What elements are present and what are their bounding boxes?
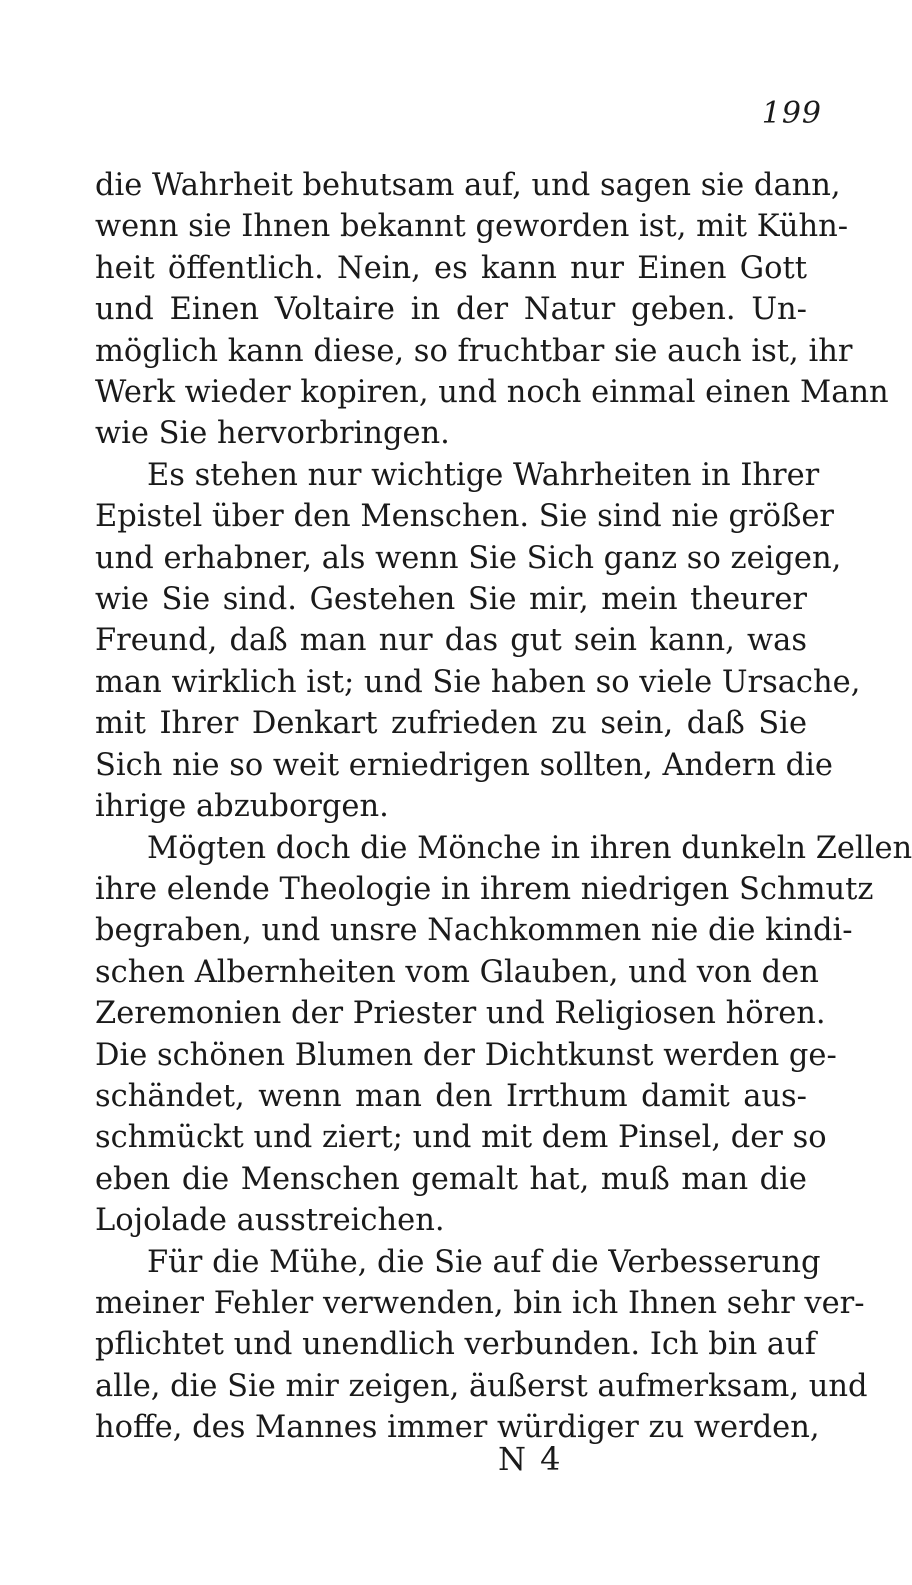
paragraph-1 xyxy=(95,165,889,455)
text-line: alle, die Sie mir zeigen, äußerst aufmerksam, und xyxy=(95,1368,868,1404)
paragraph-3 xyxy=(95,828,912,1242)
paragraph-2 xyxy=(95,455,861,828)
text-line: eben die Menschen gemalt hat, muß man die xyxy=(95,1161,807,1197)
text-line: ihre elende Theologie in ihrem niedrigen Schmutz xyxy=(95,871,874,907)
text-line: meiner Fehler verwenden, bin ich Ihnen sehr ver- xyxy=(95,1285,865,1321)
text-line: Zeremonien der Priester und Religiosen hören. xyxy=(95,996,826,1032)
text-line: Freund, daß man nur das gut sein kann, was xyxy=(95,623,807,659)
text-line: möglich kann diese, so fruchtbar sie auch ist, ihr xyxy=(95,333,853,369)
text-line: man wirklich ist; und Sie haben so viele Ursache, xyxy=(95,664,861,700)
text-line: heit öffentlich. Nein, es kann nur Einen Gott xyxy=(95,250,807,286)
text-line: pflichtet und unendlich verbunden. Ich bin auf xyxy=(95,1327,817,1363)
text-line: ihrige abzuborgen. xyxy=(95,789,389,825)
text-line: Für die Mühe, die Sie auf die Verbesserung xyxy=(147,1244,821,1280)
text-line: Sich nie so weit erniedrigen sollten, Andern die xyxy=(95,747,833,783)
text-line: Werk wieder kopiren, und noch einmal einen Mann xyxy=(95,375,889,411)
text-line: begraben, und unsre Nachkommen nie die kindi- xyxy=(95,913,853,949)
text-line: Mögten doch die Mönche in ihren dunkeln Zellen xyxy=(147,830,912,866)
text-line: Lojolade ausstreichen. xyxy=(95,1203,445,1239)
text-line: Es stehen nur wichtige Wahrheiten in Ihrer xyxy=(147,457,820,493)
signature-mark: N 4 xyxy=(498,1440,563,1478)
page-number: 199 xyxy=(761,96,822,131)
text-line: die Wahrheit behutsam auf, und sagen sie dann, xyxy=(95,168,841,203)
text-line: hoffe, des Mannes immer würdiger zu werden, xyxy=(95,1410,820,1446)
paragraph-4 xyxy=(95,1242,868,1449)
text-line: schmückt und ziert; und mit dem Pinsel, der so xyxy=(95,1120,827,1156)
text-line: wenn sie Ihnen bekannt geworden ist, mit Kühn- xyxy=(95,209,849,245)
text-line: Epistel über den Menschen. Sie sind nie größer xyxy=(95,499,835,535)
text-line: mit Ihrer Denkart zufrieden zu sein, daß Sie xyxy=(95,706,807,742)
body-text xyxy=(95,165,912,1449)
text-line: wie Sie sind. Gestehen Sie mir, mein theurer xyxy=(95,582,807,618)
text-line: und Einen Voltaire in der Natur geben. Un- xyxy=(95,292,807,328)
text-line: schen Albernheiten vom Glauben, und von den xyxy=(95,954,819,990)
text-line: wie Sie hervorbringen. xyxy=(95,416,450,452)
text-line: und erhabner, als wenn Sie Sich ganz so zeigen, xyxy=(95,540,842,576)
text-line: schändet, wenn man den Irrthum damit aus- xyxy=(95,1078,807,1114)
text-line: Die schönen Blumen der Dichtkunst werden ge- xyxy=(95,1037,837,1073)
